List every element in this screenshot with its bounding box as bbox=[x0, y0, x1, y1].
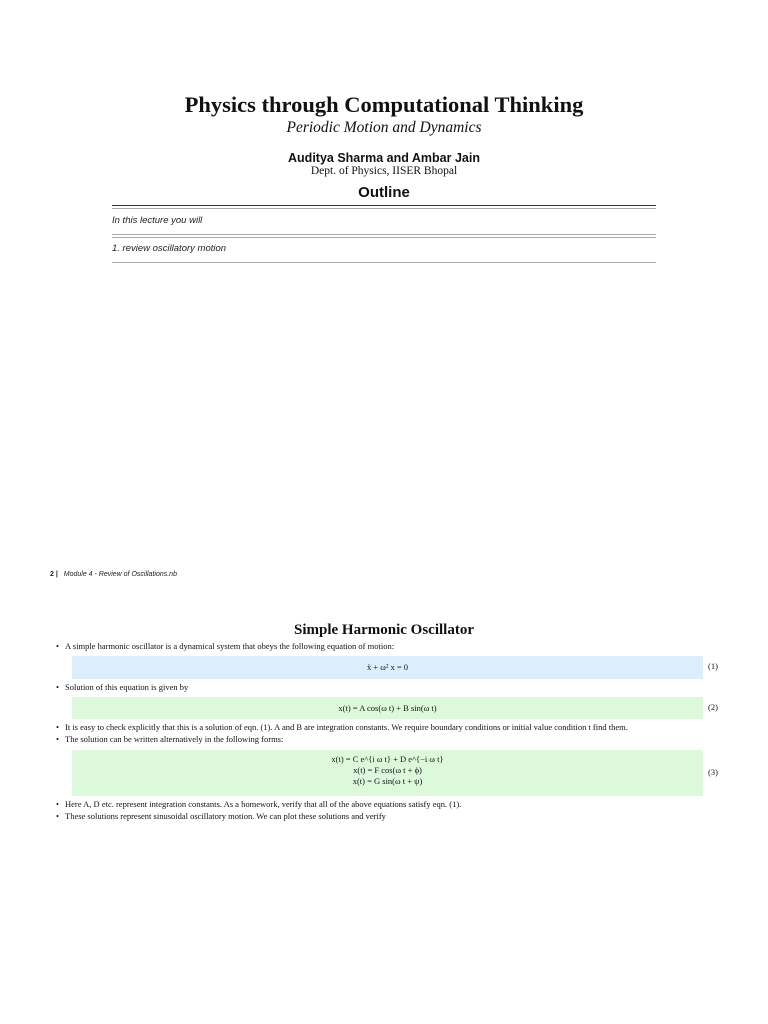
equation-number: (1) bbox=[708, 661, 718, 671]
cell-divider bbox=[112, 237, 656, 238]
cell-divider bbox=[112, 262, 656, 263]
equation-number: (2) bbox=[708, 702, 718, 712]
bullet-icon: • bbox=[56, 682, 59, 692]
outline-cell-item[interactable]: 1. review oscillatory motion bbox=[112, 243, 227, 254]
bullet-item bbox=[56, 682, 188, 692]
bullet-icon: • bbox=[56, 734, 59, 744]
bullet-item bbox=[56, 722, 628, 732]
bullet-text: The solution can be written alternatively in the following forms: bbox=[65, 734, 284, 744]
equation-text: x(t) = A cos(ω t) + B sin(ω t) bbox=[338, 703, 437, 713]
bullet-text: A simple harmonic oscillator is a dynamical system that obeys the following equation of motion: bbox=[65, 641, 395, 651]
bullet-item bbox=[56, 799, 461, 809]
equation-line: x(t) = F cos(ω t + ϕ) bbox=[353, 765, 422, 775]
bullet-item bbox=[56, 734, 283, 744]
equation-number: (3) bbox=[708, 767, 718, 777]
outline-heading: Outline bbox=[358, 184, 410, 201]
equation-3 bbox=[72, 750, 703, 796]
section-title: Simple Harmonic Oscillator bbox=[294, 622, 474, 638]
equation-line: x(t) = C e^{i ω t} + D e^{−i ω t} bbox=[331, 754, 444, 764]
equation-text: ẍ + ω² x = 0 bbox=[366, 662, 409, 672]
bullet-icon: • bbox=[56, 722, 59, 732]
equation-line: x(t) = G sin(ω t + ψ) bbox=[352, 776, 423, 786]
document-subtitle: Periodic Motion and Dynamics bbox=[286, 119, 482, 136]
cell-divider bbox=[112, 234, 656, 235]
equation-1 bbox=[72, 656, 703, 679]
bullet-text: Solution of this equation is given by bbox=[65, 682, 189, 692]
page-number: 2 | bbox=[50, 571, 58, 578]
bullet-item bbox=[56, 811, 386, 821]
bullet-icon: • bbox=[56, 641, 59, 651]
section-rule bbox=[112, 205, 656, 206]
bullet-text: Here A, D etc. represent integration constants. As a homework, verify that all of the above equations satisfy eqn. (1). bbox=[65, 799, 462, 809]
department: Dept. of Physics, IISER Bhopal bbox=[310, 165, 458, 177]
document-title: Physics through Computational Thinking bbox=[184, 92, 584, 117]
bullet-text: It is easy to check explicitly that this is a solution of eqn. (1). A and B are integration constants. We require boundary conditions or initial value condition t find them. bbox=[65, 722, 628, 732]
outline-cell-intro[interactable]: In this lecture you will bbox=[112, 215, 203, 226]
notebook-name: Module 4 - Review of Oscillations.nb bbox=[63, 571, 177, 578]
bullet-icon: • bbox=[56, 811, 59, 821]
equation-2 bbox=[72, 697, 703, 719]
bullet-icon: • bbox=[56, 799, 59, 809]
cell-divider bbox=[112, 208, 656, 209]
bullet-item bbox=[56, 641, 394, 651]
bullet-text: These solutions represent sinusoidal oscillatory motion. We can plot these solutions and verify bbox=[65, 811, 386, 821]
authors: Auditya Sharma and Ambar Jain bbox=[288, 151, 480, 165]
page-footer bbox=[50, 571, 177, 578]
